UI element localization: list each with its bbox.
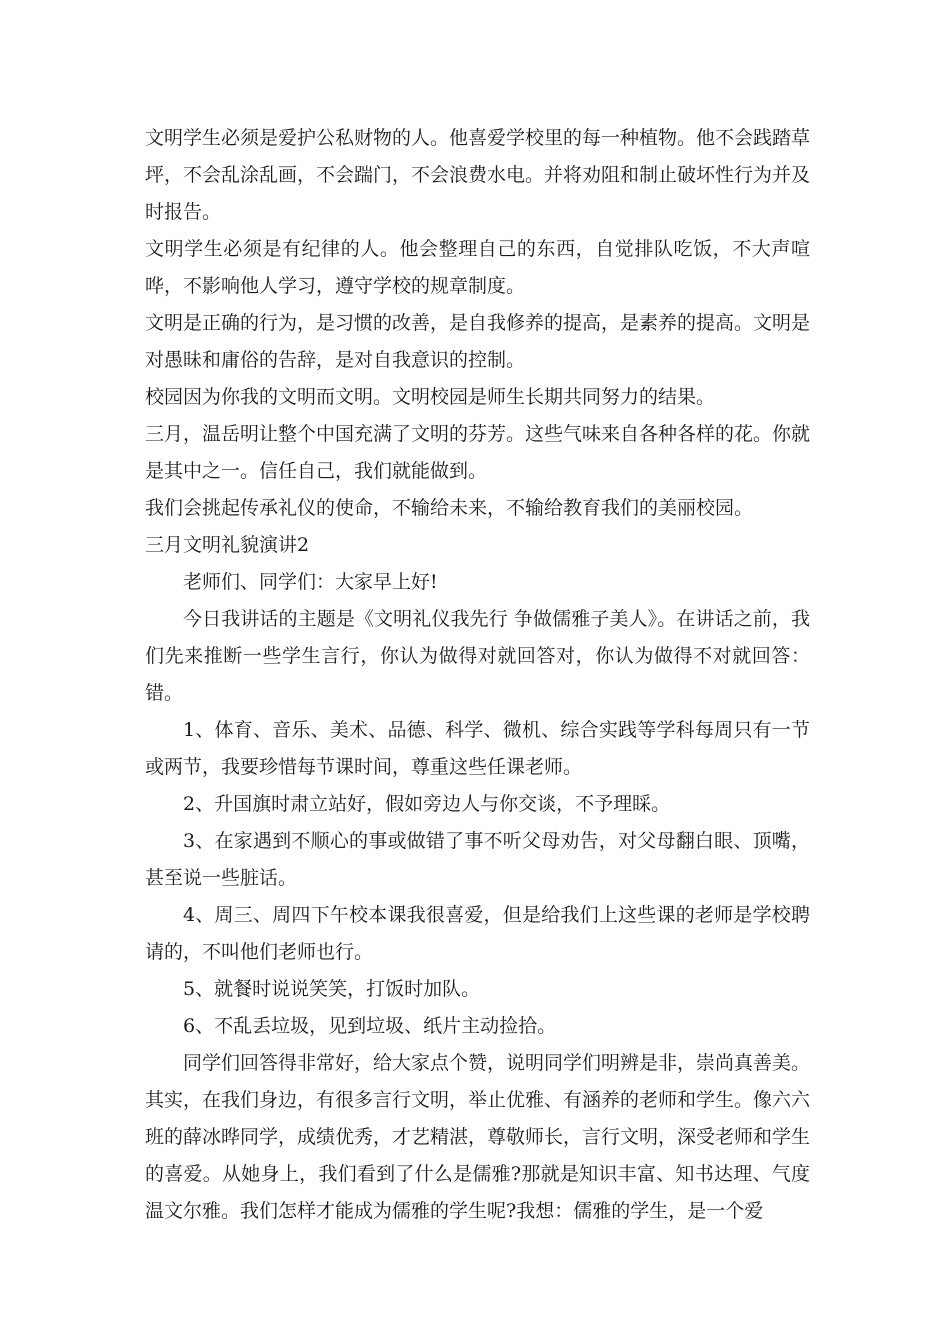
speech-item-1: 1、体育、音乐、美术、品德、科学、微机、综合实践等学科每周只有一节或两节，我要珍惜每节课时间，尊重这些任课老师。 [145,719,810,778]
speech-greeting: 老师们、同学们：大家早上好! [183,571,438,593]
paragraph-march: 三月，温岳明让整个中国充满了文明的芬芳。这些气味来自各种各样的花。你就是其中之一。信任自己，我们就能做到。 [145,423,811,482]
speech-item-6: 6、不乱丢垃圾，见到垃圾、纸片主动捡拾。 [183,1015,557,1037]
speech-closing: 同学们回答得非常好，给大家点个赞，说明同学们明辨是非，崇尚真善美。其实，在我们身边，有很多言行文明，举止优雅、有涵养的老师和学生。像六六班的薛冰晔同学，成绩优秀，才艺精湛，尊敬师长，言行文明，深受老师和学生的喜爱。从她身上，我们看到了什么是儒雅?那就是知识丰富、知书达理、气度温文尔雅。我们怎样才能成为儒雅的学生呢?我想：儒雅的学生，是一个爱 [145,1052,811,1222]
speech-item-3: 3、在家遇到不顺心的事或做错了事不听父母劝告，对父母翻白眼、顶嘴，甚至说一些脏话。 [145,830,810,889]
paragraph-mission: 我们会挑起传承礼仪的使命，不输给未来，不输给教育我们的美丽校园。 [145,497,754,519]
speech-intro: 今日我讲话的主题是《文明礼仪我先行 争做儒雅子美人》。在讲话之前，我们先来推断一些学生言行，你认为做得对就回答对，你认为做得不对就回答：错。 [145,608,810,704]
section-title: 三月文明礼貌演讲2 [145,534,310,556]
paragraph-campus: 校园因为你我的文明而文明。文明校园是师生长期共同努力的结果。 [145,386,716,408]
paragraph-discipline: 文明学生必须是有纪律的人。他会整理自己的东西，自觉排队吃饭，不大声喧哗，不影响他人学习，遵守学校的规章制度。 [145,238,810,297]
speech-item-5: 5、就餐时说说笑笑，打饭时加队。 [183,978,481,1000]
document-body [145,120,810,1230]
speech-item-4: 4、周三、周四下午校本课我很喜爱，但是给我们上这些课的老师是学校聘请的，不叫他们老师也行。 [145,904,810,963]
speech-item-2: 2、升国旗时肃立站好，假如旁边人与你交谈，不予理睬。 [183,793,671,815]
paragraph-civilization-definition: 文明是正确的行为，是习惯的改善，是自我修养的提高，是素养的提高。文明是对愚昧和庸俗的告辞，是对自我意识的控制。 [145,312,811,371]
paragraph-protect-property: 文明学生必须是爱护公私财物的人。他喜爱学校里的每一种植物。他不会践踏草坪，不会乱涂乱画，不会踹门，不会浪费水电。并将劝阻和制止破坏性行为并及时报告。 [145,127,811,223]
